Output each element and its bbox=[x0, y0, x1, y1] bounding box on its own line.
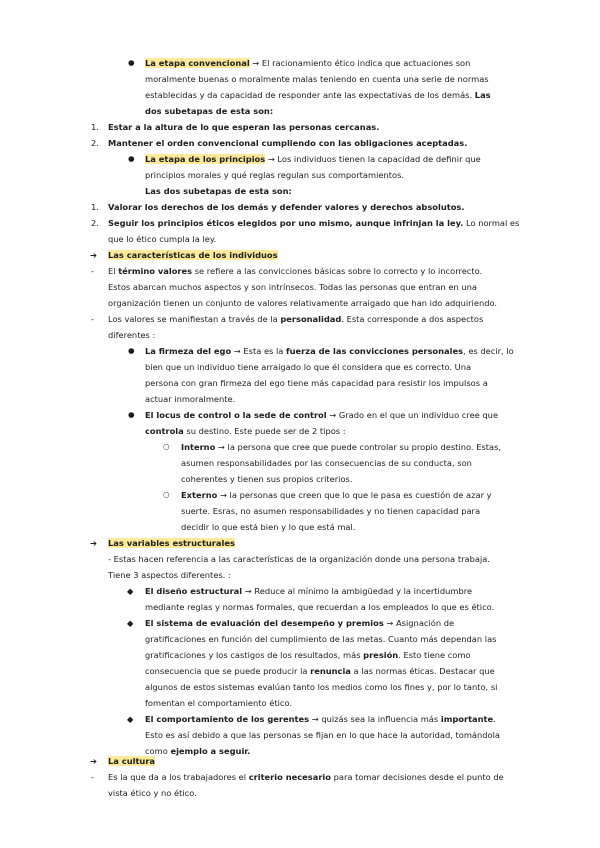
highlighted-term: La etapa convencional bbox=[145, 58, 250, 68]
item-text: El bbox=[108, 266, 119, 276]
item-text: → Los individuos tienen la capacidad de definir que bbox=[265, 154, 481, 164]
text-line: que lo ético cumpla la ley. bbox=[108, 234, 217, 244]
item-text: . bbox=[493, 714, 496, 724]
item-text: → quizás sea la influencia más bbox=[309, 714, 441, 724]
text-line: algunos de estos sistemas evalúan tanto los medios como los fines y, por lo tanto, si bbox=[145, 682, 498, 692]
bold-text: La firmeza del ego bbox=[145, 346, 232, 356]
bullet-marker: ● bbox=[128, 154, 135, 163]
text-line: fomentan el comportamiento ético. bbox=[145, 698, 293, 708]
list-item bbox=[108, 137, 467, 149]
bold-text: Las bbox=[474, 90, 491, 100]
text-line: diferentes : bbox=[108, 330, 156, 340]
bullet-marker: ● bbox=[128, 346, 135, 355]
text-line: vista ético y no ético. bbox=[108, 788, 197, 798]
text-line bbox=[145, 649, 470, 661]
section-heading bbox=[108, 249, 278, 261]
section-heading bbox=[108, 537, 235, 549]
text-line: Estos abarcan muchos aspectos y son intrínsecos. Todas las personas que entran en una bbox=[108, 282, 477, 292]
bold-text: fuerza de las convicciones personales bbox=[286, 346, 464, 356]
bold-text: ejemplo a seguir. bbox=[170, 746, 251, 756]
item-text: → la persona que cree que puede controlar su propio destino. Estas, bbox=[215, 442, 502, 452]
bold-text: El sistema de evaluación del desempeño y premios bbox=[145, 618, 384, 628]
bold-text: El locus de control o la sede de control bbox=[145, 410, 327, 420]
diamond-marker: ◆ bbox=[127, 618, 134, 628]
text-line: mediante reglas y normas formales, que recuerdan a los empleados lo que es ético. bbox=[145, 602, 495, 612]
bold-text: presión bbox=[363, 650, 399, 660]
diamond-marker: ◆ bbox=[127, 714, 134, 724]
list-item bbox=[108, 121, 379, 133]
item-text: → Asignación de bbox=[383, 618, 455, 628]
list-item bbox=[145, 617, 454, 629]
bold-text: criterio necesario bbox=[248, 772, 331, 782]
heading-text: Las variables estructurales bbox=[108, 538, 235, 548]
list-item bbox=[108, 217, 519, 229]
list-item bbox=[145, 57, 470, 69]
item-text: → Grado en el que un individuo cree que bbox=[326, 410, 499, 420]
text-line: bien que un individuo tiene arraigado lo que él considera que es correcto. Una bbox=[145, 362, 472, 372]
list-item bbox=[145, 585, 472, 597]
text-line: Esto es así debido a que las personas se fijan en lo que hace la autoridad, tomándola bbox=[145, 730, 500, 740]
bold-text: El diseño estructural bbox=[145, 586, 243, 596]
text-line: asumen responsabilidades por las consecuencias de su conducta, son bbox=[181, 458, 472, 468]
item-text: gratificaciones y los castigos de los resultados, más bbox=[145, 650, 364, 660]
list-number: 2. bbox=[91, 138, 99, 148]
arrow-marker: ➔ bbox=[90, 538, 97, 548]
list-item bbox=[108, 771, 504, 783]
item-text: Lo normal es bbox=[463, 218, 520, 228]
list-number: 1. bbox=[91, 202, 99, 212]
text-line bbox=[145, 105, 273, 117]
item-text: su destino. Este puede ser de 2 tipos : bbox=[183, 426, 346, 436]
list-item bbox=[181, 441, 501, 453]
text-line bbox=[108, 553, 490, 565]
bold-text: - Estas hacen referencia a las características de la organización donde una persona trabaja. bbox=[108, 554, 490, 564]
item-text: → Esta es la bbox=[231, 346, 287, 356]
circle-marker: ○ bbox=[163, 490, 170, 499]
text-line bbox=[145, 89, 491, 101]
bold-text: importante bbox=[440, 714, 494, 724]
item-text: . Esta corresponde a dos aspectos bbox=[341, 314, 484, 324]
dash-marker: - bbox=[91, 314, 94, 324]
item-text: establecidas y da capacidad de responder ante las expectativas de los demás. bbox=[145, 90, 475, 100]
section-heading bbox=[108, 755, 155, 767]
text-line bbox=[145, 425, 346, 437]
bold-text: Valorar los derechos de los demás y defender valores y derechos absolutos. bbox=[108, 202, 465, 212]
text-line: Tiene 3 aspectos diferentes. : bbox=[108, 570, 231, 580]
arrow-marker: ➔ bbox=[90, 756, 97, 766]
text-line: decidir lo que está bien y lo que está mal. bbox=[181, 522, 356, 532]
bold-text: controla bbox=[145, 426, 184, 436]
diamond-marker: ◆ bbox=[127, 586, 134, 596]
item-text: → Reduce al mínimo la ambigüedad y la incertidumbre bbox=[242, 586, 473, 596]
bold-text: término valores bbox=[118, 266, 193, 276]
text-line: organización tienen un conjunto de valores relativamente arraigado que han ido adquiriendo. bbox=[108, 298, 498, 308]
text-line bbox=[145, 665, 495, 677]
item-text: como bbox=[145, 746, 171, 756]
bold-text: Estar a la altura de lo que esperan las personas cercanas. bbox=[108, 122, 380, 132]
text-line bbox=[145, 745, 250, 757]
text-line: persona con gran firmeza del ego tiene más capacidad para resistir los impulsos a bbox=[145, 378, 488, 388]
text-line: actuar inmoralmente. bbox=[145, 394, 236, 404]
bold-text: Interno bbox=[181, 442, 216, 452]
item-text: se refiere a las convicciones básicas sobre lo correcto y lo incorrecto. bbox=[192, 266, 483, 276]
bold-text: Mantener el orden convencional cumpliendo con las obligaciones aceptadas. bbox=[108, 138, 468, 148]
heading-text: Las características de los individuos bbox=[108, 250, 278, 260]
text-line: moralmente buenas o moralmente malas teniendo en cuenta una serie de normas bbox=[145, 74, 489, 84]
text-line bbox=[145, 185, 292, 197]
text-line: coherentes y tienen sus propios criterios. bbox=[181, 474, 353, 484]
list-number: 2. bbox=[91, 218, 99, 228]
highlighted-term: La etapa de los principios bbox=[145, 154, 266, 164]
list-item bbox=[108, 201, 465, 213]
item-text: Los valores se manifiestan a través de la bbox=[108, 314, 281, 324]
item-text: Es la que da a los trabajadores el bbox=[108, 772, 249, 782]
text-line: gratificaciones en función del cumplimiento de las metas. Cuanto más dependan las bbox=[145, 634, 497, 644]
item-text: . Esto tiene como bbox=[398, 650, 471, 660]
heading-text: La cultura bbox=[108, 756, 156, 766]
bold-text: El comportamiento de los gerentes bbox=[145, 714, 310, 724]
item-text: → la personas que creen que lo que le pasa es cuestión de azar y bbox=[217, 490, 492, 500]
bold-text: Seguir los principios éticos elegidos por uno mismo, aunque infrinjan la ley. bbox=[108, 218, 464, 228]
arrow-marker: ➔ bbox=[90, 250, 97, 260]
item-text: a las normas éticas. Destacar que bbox=[350, 666, 495, 676]
bold-text: Externo bbox=[181, 490, 218, 500]
item-text: , es decir, lo bbox=[463, 346, 514, 356]
dash-marker: - bbox=[91, 772, 94, 782]
circle-marker: ○ bbox=[163, 442, 170, 451]
item-text: consecuencia que se puede producir la bbox=[145, 666, 311, 676]
list-item bbox=[145, 409, 498, 421]
bold-text: Las dos subetapas de esta son: bbox=[145, 186, 292, 196]
list-item bbox=[145, 345, 514, 357]
bold-text: dos subetapas de esta son: bbox=[145, 106, 274, 116]
list-item bbox=[108, 265, 482, 277]
text-line: principios morales y qué reglas regulan sus comportamientos. bbox=[145, 170, 405, 180]
list-item bbox=[181, 489, 492, 501]
list-number: 1. bbox=[91, 122, 99, 132]
list-item bbox=[145, 153, 481, 165]
list-item bbox=[108, 313, 483, 325]
bold-text: personalidad bbox=[280, 314, 342, 324]
bold-text: renuncia bbox=[310, 666, 351, 676]
item-text: → El racionamiento ético indica que actuaciones son bbox=[249, 58, 471, 68]
bullet-marker: ● bbox=[128, 410, 135, 419]
dash-marker: - bbox=[91, 266, 94, 276]
bullet-marker: ● bbox=[128, 58, 135, 67]
text-line: suerte. Esras, no asumen responsabilidades y no tienen capacidad para bbox=[181, 506, 481, 516]
list-item bbox=[145, 713, 496, 725]
item-text: para tomar decisiones desde el punto de bbox=[330, 772, 504, 782]
